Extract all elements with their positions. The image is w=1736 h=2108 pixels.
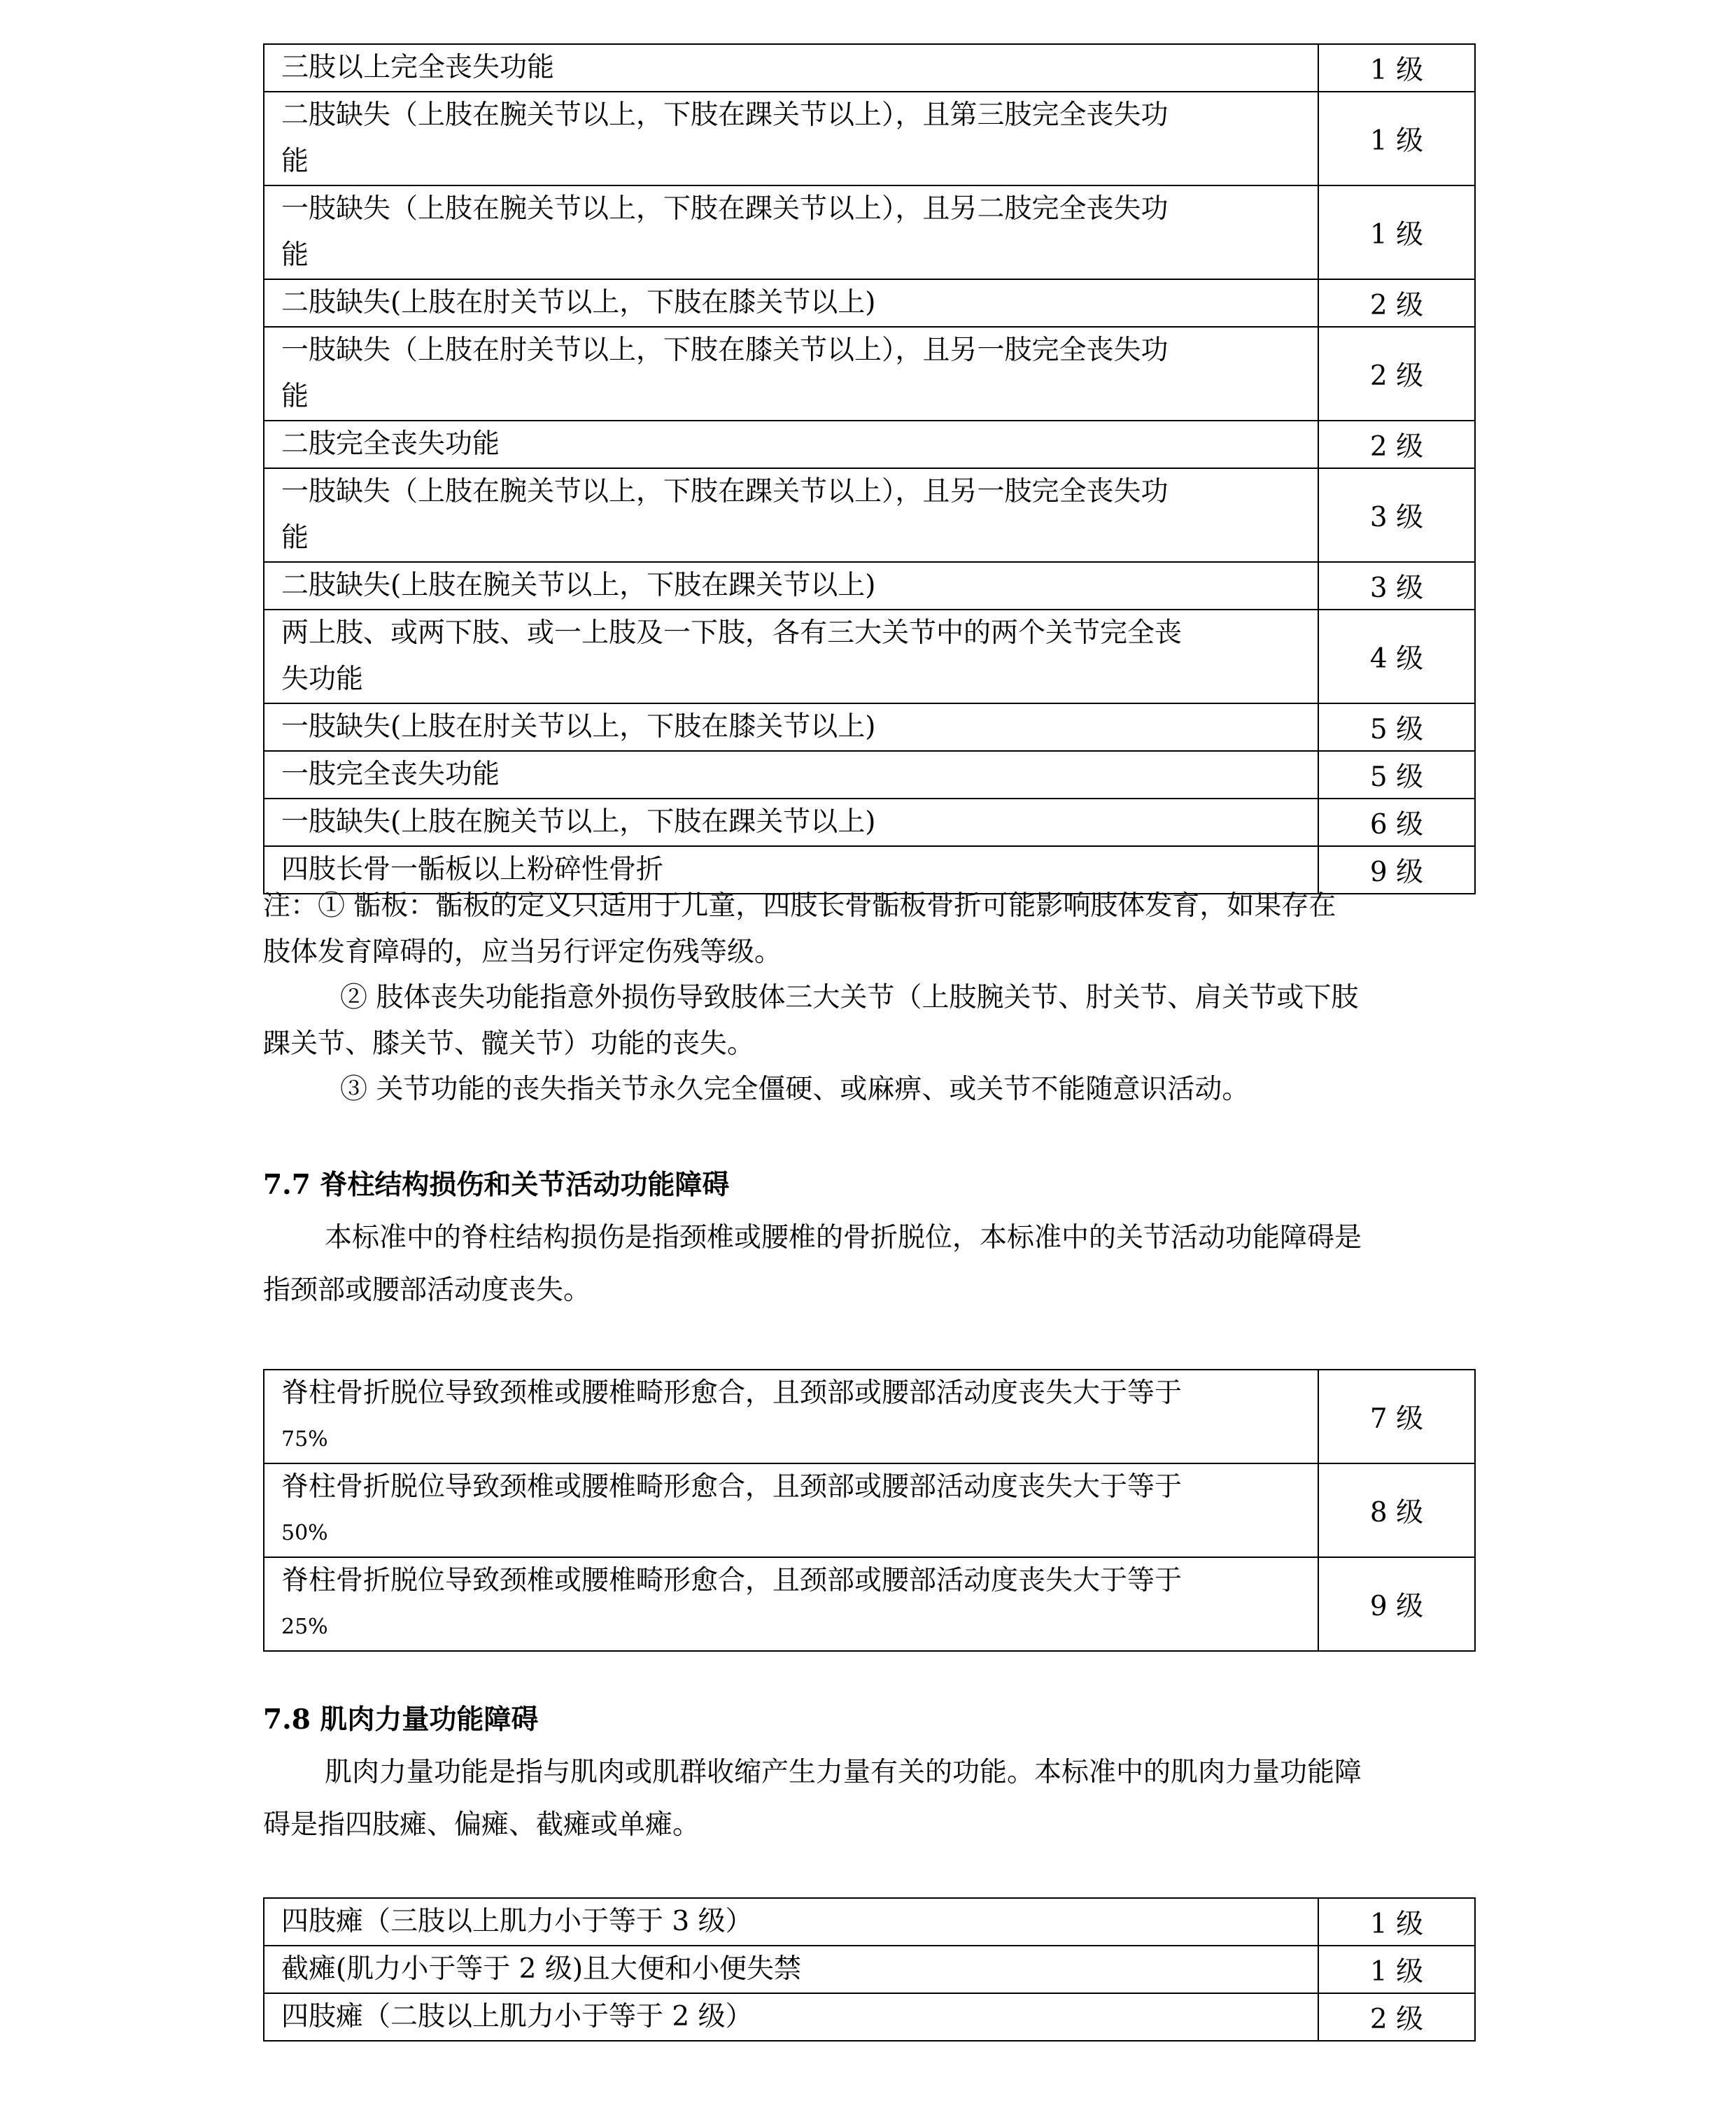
grade-cell: 1 级 xyxy=(1318,185,1475,279)
condition-text: 能 xyxy=(281,146,309,177)
condition-percent: 25% xyxy=(281,1615,328,1639)
grade-cell: 2 级 xyxy=(1318,1993,1475,2041)
muscle-strength-table-body xyxy=(264,1898,1475,2041)
grade-cell: 8 级 xyxy=(1318,1463,1475,1557)
table-row xyxy=(264,44,1475,92)
grade-cell: 6 级 xyxy=(1318,799,1475,846)
table-row xyxy=(264,279,1475,327)
condition-text: 二肢缺失(上肢在肘关节以上，下肢在膝关节以上) xyxy=(281,287,876,318)
grade-cell: 9 级 xyxy=(1318,1557,1475,1651)
paragraph-line: 碍是指四肢瘫、偏瘫、截瘫或单瘫。 xyxy=(263,1809,700,1841)
condition-text: 四肢瘫（二肢以上肌力小于等于 2 级） xyxy=(281,2001,753,2032)
condition-text: 一肢完全丧失功能 xyxy=(281,759,500,790)
condition-percent: 75% xyxy=(281,1427,328,1452)
table-notes xyxy=(263,883,1481,1113)
table-row xyxy=(264,610,1475,703)
grade-cell: 1 级 xyxy=(1318,1898,1475,1946)
condition-text: 四肢长骨一骺板以上粉碎性骨折 xyxy=(281,854,664,885)
paragraph-line: 指颈部或腰部活动度丧失。 xyxy=(263,1274,591,1306)
grade-cell: 4 级 xyxy=(1318,610,1475,703)
condition-cell xyxy=(264,610,1318,703)
condition-cell xyxy=(264,1370,1318,1463)
limb-disability-table-body xyxy=(264,44,1475,894)
condition-cell xyxy=(264,799,1318,846)
table-row xyxy=(264,1557,1475,1651)
paragraph-line: 肌肉力量功能是指与肌肉或肌群收缩产生力量有关的功能。本标准中的肌肉力量功能障 xyxy=(325,1757,1362,1788)
condition-cell xyxy=(264,185,1318,279)
grade-cell: 2 级 xyxy=(1318,421,1475,468)
condition-cell xyxy=(264,1946,1318,1993)
condition-text: 四肢瘫（三肢以上肌力小于等于 3 级） xyxy=(281,1906,753,1937)
section-7-7-paragraph xyxy=(263,1211,1481,1316)
condition-cell xyxy=(264,92,1318,185)
grade-cell: 3 级 xyxy=(1318,562,1475,610)
grade-cell: 1 级 xyxy=(1318,92,1475,185)
table-row xyxy=(264,751,1475,799)
table-row xyxy=(264,421,1475,468)
condition-text: 二肢缺失(上肢在腕关节以上，下肢在踝关节以上) xyxy=(281,570,876,601)
condition-text: 一肢缺失（上肢在肘关节以上，下肢在膝关节以上），且另一肢完全丧失功 xyxy=(281,335,1169,366)
table-row xyxy=(264,1898,1475,1946)
table-row xyxy=(264,1370,1475,1463)
condition-cell xyxy=(264,1898,1318,1946)
condition-text: 能 xyxy=(281,522,309,554)
condition-text: 脊柱骨折脱位导致颈椎或腰椎畸形愈合，且颈部或腰部活动度丧失大于等于 xyxy=(281,1471,1183,1503)
condition-text: 一肢缺失(上肢在腕关节以上，下肢在踝关节以上) xyxy=(281,806,876,838)
spine-disability-table-body xyxy=(264,1370,1475,1651)
condition-text: 两上肢、或两下肢、或一上肢及一下肢，各有三大关节中的两个关节完全丧 xyxy=(281,617,1183,649)
condition-cell xyxy=(264,1557,1318,1651)
section-7-8-paragraph xyxy=(263,1746,1481,1851)
condition-text: 脊柱骨折脱位导致颈椎或腰椎畸形愈合，且颈部或腰部活动度丧失大于等于 xyxy=(281,1565,1183,1596)
condition-text: 失功能 xyxy=(281,663,364,695)
note-2-line-1: ② 肢体丧失功能指意外损伤导致肢体三大关节（上肢腕关节、肘关节、肩关节或下肢 xyxy=(340,982,1359,1013)
condition-cell xyxy=(264,421,1318,468)
table-row xyxy=(264,468,1475,562)
table-row xyxy=(264,1463,1475,1557)
condition-cell xyxy=(264,468,1318,562)
note-1-line-2: 肢体发育障碍的，应当另行评定伤残等级。 xyxy=(263,936,782,968)
condition-text: 一肢缺失(上肢在肘关节以上，下肢在膝关节以上) xyxy=(281,711,876,743)
condition-text: 三肢以上完全丧失功能 xyxy=(281,52,555,83)
table-row xyxy=(264,1993,1475,2041)
grade-cell: 1 级 xyxy=(1318,44,1475,92)
condition-cell xyxy=(264,1463,1318,1557)
condition-cell xyxy=(264,751,1318,799)
table-row xyxy=(264,185,1475,279)
table-row xyxy=(264,92,1475,185)
grade-cell: 9 级 xyxy=(1318,846,1475,894)
table-row xyxy=(264,1946,1475,1993)
table-row xyxy=(264,799,1475,846)
grade-cell: 1 级 xyxy=(1318,1946,1475,1993)
grade-cell: 2 级 xyxy=(1318,279,1475,327)
condition-text: 一肢缺失（上肢在腕关节以上，下肢在踝关节以上），且另二肢完全丧失功 xyxy=(281,193,1169,225)
condition-cell xyxy=(264,327,1318,421)
condition-text: 二肢缺失（上肢在腕关节以上，下肢在踝关节以上），且第三肢完全丧失功 xyxy=(281,99,1169,131)
note-3: ③ 关节功能的丧失指关节永久完全僵硬、或麻痹、或关节不能随意识活动。 xyxy=(340,1074,1250,1105)
spine-disability-table xyxy=(263,1369,1476,1652)
condition-text: 二肢完全丧失功能 xyxy=(281,428,500,460)
condition-cell xyxy=(264,1993,1318,2041)
condition-cell xyxy=(264,562,1318,610)
condition-cell xyxy=(264,44,1318,92)
condition-text: 能 xyxy=(281,239,309,271)
paragraph-line: 本标准中的脊柱结构损伤是指颈椎或腰椎的骨折脱位，本标准中的关节活动功能障碍是 xyxy=(325,1222,1362,1253)
table-row xyxy=(264,327,1475,421)
grade-cell: 2 级 xyxy=(1318,327,1475,421)
grade-cell: 3 级 xyxy=(1318,468,1475,562)
section-heading-7-7: 7.7 脊柱结构损伤和关节活动功能障碍 xyxy=(263,1169,730,1201)
table-row xyxy=(264,562,1475,610)
condition-text: 截瘫(肌力小于等于 2 级)且大便和小便失禁 xyxy=(281,1953,802,1985)
grade-cell: 5 级 xyxy=(1318,703,1475,751)
section-heading-7-8: 7.8 肌肉力量功能障碍 xyxy=(263,1703,539,1736)
note-2-line-2: 踝关节、膝关节、髋关节）功能的丧失。 xyxy=(263,1027,755,1060)
condition-text: 一肢缺失（上肢在腕关节以上，下肢在踝关节以上），且另一肢完全丧失功 xyxy=(281,476,1169,507)
condition-text: 脊柱骨折脱位导致颈椎或腰椎畸形愈合，且颈部或腰部活动度丧失大于等于 xyxy=(281,1377,1183,1409)
table-row xyxy=(264,703,1475,751)
condition-text: 能 xyxy=(281,381,309,412)
muscle-strength-table xyxy=(263,1897,1476,2042)
note-1-line-1: 注：① 骺板：骺板的定义只适用于儿童，四肢长骨骺板骨折可能影响肢体发育，如果存在 xyxy=(263,890,1336,922)
condition-percent: 50% xyxy=(281,1521,328,1545)
condition-cell xyxy=(264,703,1318,751)
condition-cell xyxy=(264,279,1318,327)
grade-cell: 7 级 xyxy=(1318,1370,1475,1463)
limb-disability-table xyxy=(263,43,1476,894)
grade-cell: 5 级 xyxy=(1318,751,1475,799)
